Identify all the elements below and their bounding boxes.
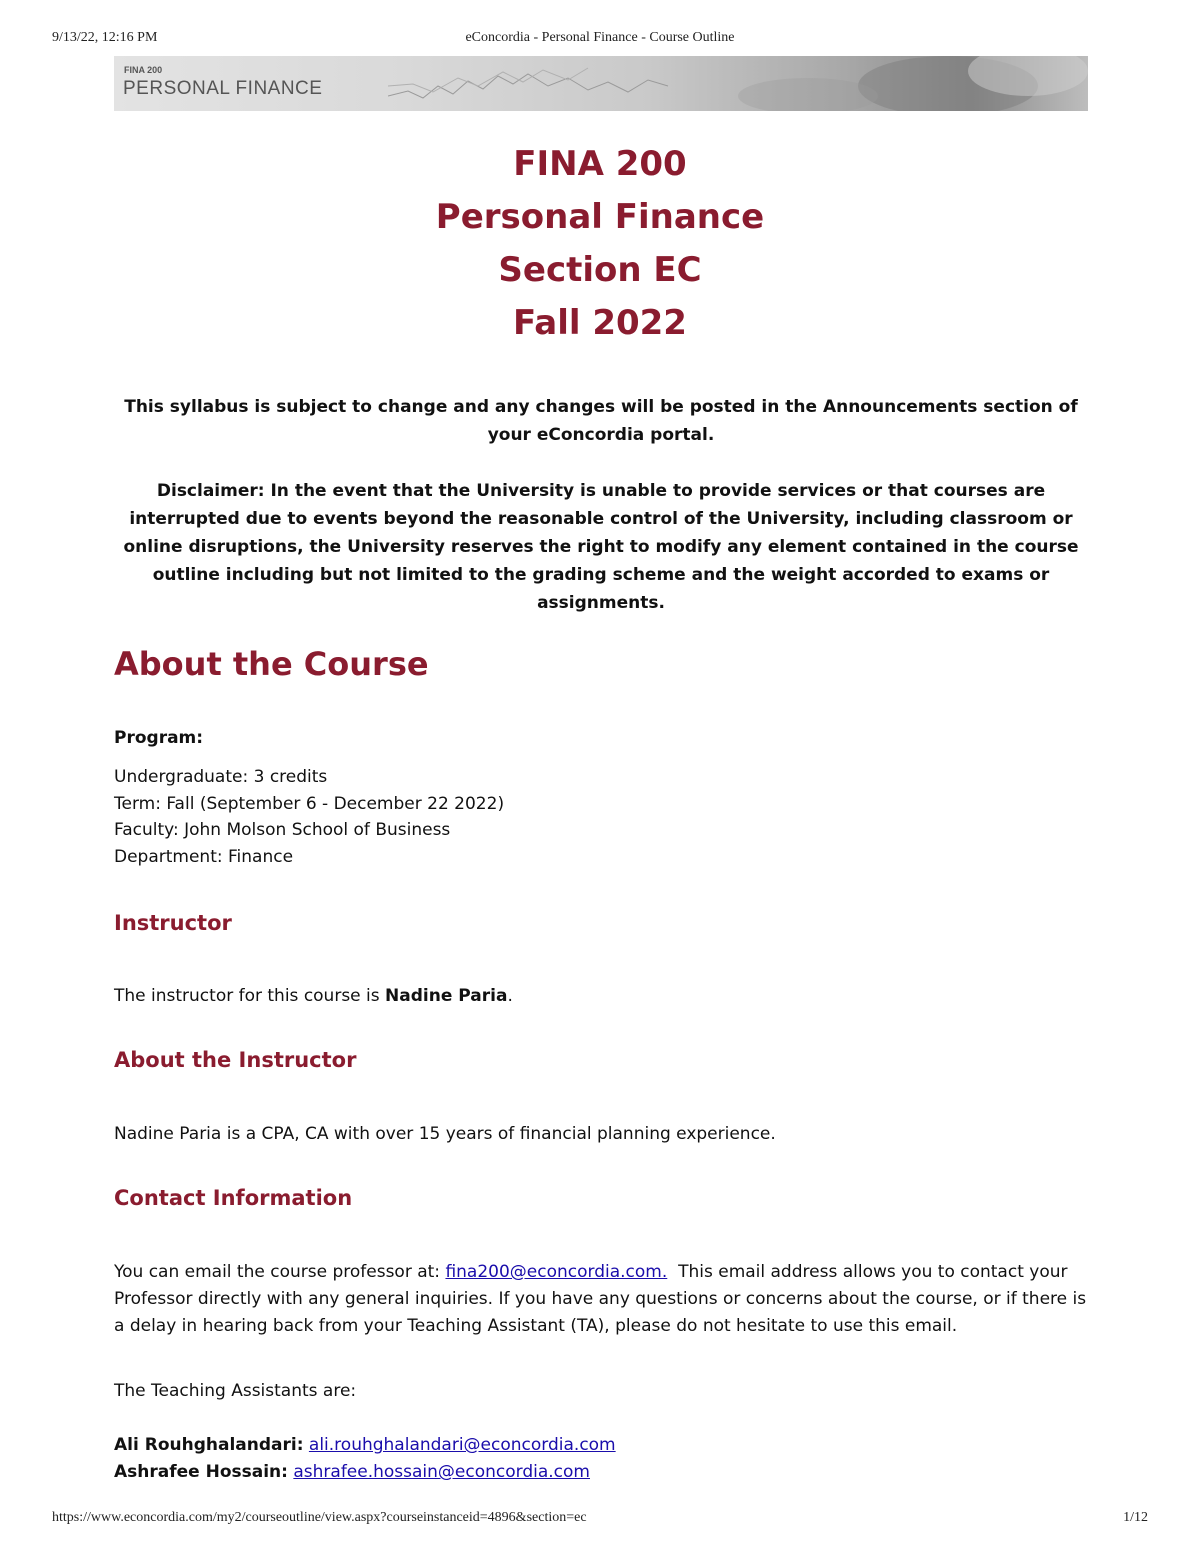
contact-heading: Contact Information <box>114 1186 353 1210</box>
contact-text-prefix: You can email the course professor at: <box>114 1262 446 1282</box>
instructor-heading: Instructor <box>114 911 232 935</box>
contact-text-suffix: This email address allows you to contact your Professor directly with any general inquiries. If you have any questions or concerns about the course, or if there is a delay in hearing back from your Teaching Assistant (TA), please do not hesitate to use this email. <box>114 1262 1092 1336</box>
program-credits: Undergraduate: 3 credits <box>114 767 328 787</box>
course-title-block <box>0 138 1200 350</box>
print-page-title: eConcordia - Personal Finance - Course Outline <box>465 30 735 45</box>
instructor-paragraph <box>114 983 1094 1010</box>
instructor-name: Nadine Paria <box>385 986 508 1006</box>
instructor-text-prefix: The instructor for this course is <box>114 986 386 1006</box>
disclaimer-notice: Disclaimer: In the event that the University is unable to provide services or that courses are interrupted due to events beyond the reasonable control of the University, including classroom or online disruptions, the University reserves the right to modify any element contained in the course outline including but not limited to the grading scheme and the weight accorded to exams or assignments. <box>123 481 1079 613</box>
about-course-heading: About the Course <box>114 645 429 683</box>
title-section: Section EC <box>498 250 702 290</box>
print-datetime: 9/13/22, 12:16 PM <box>52 30 158 45</box>
ta-email-link[interactable]: ali.rouhghalandari@econcordia.com <box>308 1435 616 1455</box>
print-page-number: 1/12 <box>1123 1510 1148 1525</box>
ta-email-link[interactable]: ashrafee.hossain@econcordia.com <box>293 1462 590 1482</box>
about-instructor-paragraph: Nadine Paria is a CPA, CA with over 15 years of financial planning experience. <box>114 1124 776 1144</box>
print-header <box>0 30 1200 50</box>
ta-list <box>114 1432 1094 1486</box>
banner-stock-chart-art <box>388 56 1088 111</box>
about-instructor-heading: About the Instructor <box>114 1048 357 1072</box>
professor-email-link[interactable]: fina200@econcordia.com. <box>445 1262 668 1282</box>
contact-paragraph <box>114 1259 1094 1340</box>
banner-course-code: FINA 200 <box>124 65 163 75</box>
program-faculty: Faculty: John Molson School of Business <box>114 820 451 840</box>
program-department: Department: Finance <box>114 846 294 867</box>
ta-name: Ashrafee Hossain: <box>114 1462 288 1482</box>
print-url: https://www.econcordia.com/my2/courseoutline/view.aspx?courseinstanceid=4896&section=ec <box>52 1510 587 1525</box>
program-label: Program: <box>114 728 204 748</box>
instructor-text-suffix: . <box>507 986 513 1006</box>
program-term: Term: Fall (September 6 - December 22 2022) <box>114 793 505 814</box>
banner-course-name: PERSONAL FINANCE <box>123 78 323 99</box>
ta-name: Ali Rouhghalandari: <box>114 1435 304 1455</box>
title-course-name: Personal Finance <box>435 197 765 237</box>
title-term: Fall 2022 <box>513 303 687 343</box>
program-details <box>114 764 504 870</box>
syllabus-change-notice: This syllabus is subject to change and any changes will be posted in the Announcements section of your eConcordia portal. <box>124 397 1078 445</box>
ta-item <box>114 1432 1094 1459</box>
print-footer <box>0 1510 1200 1530</box>
ta-item <box>114 1459 1094 1486</box>
course-banner <box>114 56 1088 111</box>
title-course-code: FINA 200 <box>513 144 687 184</box>
ta-intro: The Teaching Assistants are: <box>114 1381 357 1401</box>
